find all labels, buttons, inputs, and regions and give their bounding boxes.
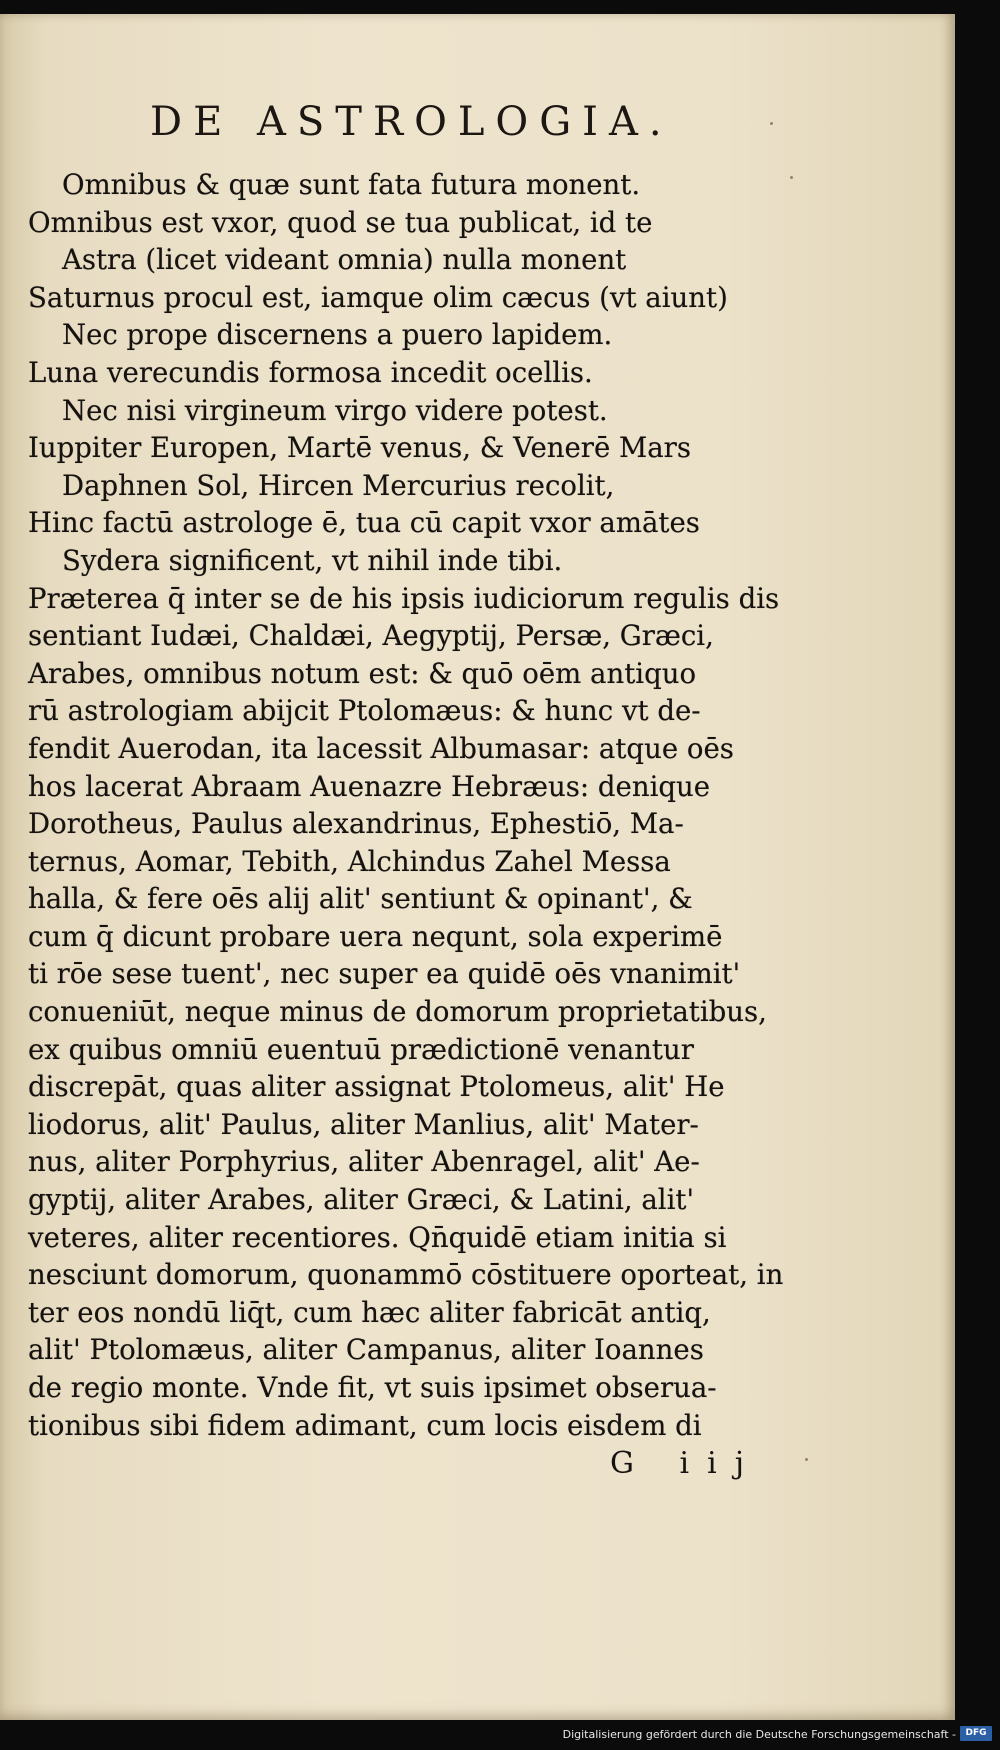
text-block xyxy=(0,166,955,1444)
text-line: veteres, aliter recentiores. Qn̄quidē etiam initia si xyxy=(28,1220,727,1254)
text-line: rū astrologiam abijcit Ptolomæus: & hunc vt de- xyxy=(28,694,701,728)
text-line: Omnibus est vxor, quod se tua publicat, id te xyxy=(28,205,653,239)
signature-mark: G iij xyxy=(610,1446,762,1481)
running-head: DE ASTROLOGIA. xyxy=(150,99,673,145)
digitization-footer xyxy=(0,1720,1000,1750)
text-line: tionibus sibi fidem adimant, cum locis eisdem di xyxy=(28,1408,702,1442)
text-line: gyptij, aliter Arabes, aliter Græci, & Latini, alit' xyxy=(28,1183,695,1217)
text-line: liodorus, alit' Paulus, aliter Manlius, alit' Mater- xyxy=(28,1107,699,1141)
text-line: conueniūt, neque minus de domorum proprietatibus, xyxy=(28,995,767,1029)
text-line: Luna verecundis formosa incedit ocellis. xyxy=(28,355,593,389)
text-line: Astra (licet videant omnia) nulla monent xyxy=(62,243,627,277)
text-line: fendit Auerodan, ita lacessit Albumasar: atque oēs xyxy=(28,731,734,765)
text-line: ex quibus omniū euentuū prædictionē venantur xyxy=(28,1032,694,1066)
text-line: Arabes, omnibus notum est: & quō oēm antiquo xyxy=(28,656,697,690)
text-line: ter eos nondū liq̄t, cum hæc aliter fabricāt antiq, xyxy=(28,1295,711,1329)
paper-speck xyxy=(790,176,793,179)
text-line: sentiant Iudæi, Chaldæi, Aegyptij, Persæ, Græci, xyxy=(28,619,714,653)
text-line: cum q̄ dicunt probare uera nequnt, sola experimē xyxy=(28,919,723,953)
paper-speck xyxy=(805,1458,808,1461)
text-line: Dorotheus, Paulus alexandrinus, Ephestiō, Ma- xyxy=(28,807,684,841)
text-line: alit' Ptolomæus, aliter Campanus, aliter Ioannes xyxy=(28,1333,704,1367)
text-line: Hinc factū astrologe ē, tua cū capit vxor amātes xyxy=(28,506,700,540)
dfg-logo-icon: DFG xyxy=(960,1726,992,1741)
text-line: de regio monte. Vnde fit, vt suis ipsimet obserua- xyxy=(28,1371,717,1404)
text-line: halla, & fere oēs alij alit' sentiunt & opinant', & xyxy=(28,882,693,916)
text-line: ti rōe sese tuent', nec super ea quidē oēs vnanimit' xyxy=(28,957,741,991)
text-line: Iuppiter Europen, Martē venus, & Venerē Mars xyxy=(28,431,691,465)
text-line: Sydera significent, vt nihil inde tibi. xyxy=(62,543,563,577)
funding-credit: Digitalisierung gefördert durch die Deutsche Forschungsgemeinschaft - xyxy=(562,1728,956,1741)
text-line: Saturnus procul est, iamque olim cæcus (vt aiunt) xyxy=(28,280,728,314)
text-line: nus, aliter Porphyrius, aliter Abenragel, alit' Ae- xyxy=(28,1145,700,1179)
book-page xyxy=(0,14,955,1720)
text-line: Daphnen Sol, Hircen Mercurius recolit, xyxy=(62,468,615,502)
text-line: Nec nisi virgineum virgo videre potest. xyxy=(62,393,608,427)
text-line: discrepāt, quas aliter assignat Ptolomeus, alit' He xyxy=(28,1070,725,1104)
text-line: Nec prope discernens a puero lapidem. xyxy=(62,318,613,352)
text-line: Præterea q̄ inter se de his ipsis iudiciorum regulis dis xyxy=(28,581,780,615)
text-line: Omnibus & quæ sunt fata futura monent. xyxy=(62,168,641,201)
text-line: nesciunt domorum, quonammō cōstituere oporteat, in xyxy=(28,1258,784,1292)
paper-speck xyxy=(770,122,773,125)
text-line: ternus, Aomar, Tebith, Alchindus Zahel Messa xyxy=(28,844,671,878)
text-line: hos lacerat Abraam Auenazre Hebræus: denique xyxy=(28,769,711,803)
